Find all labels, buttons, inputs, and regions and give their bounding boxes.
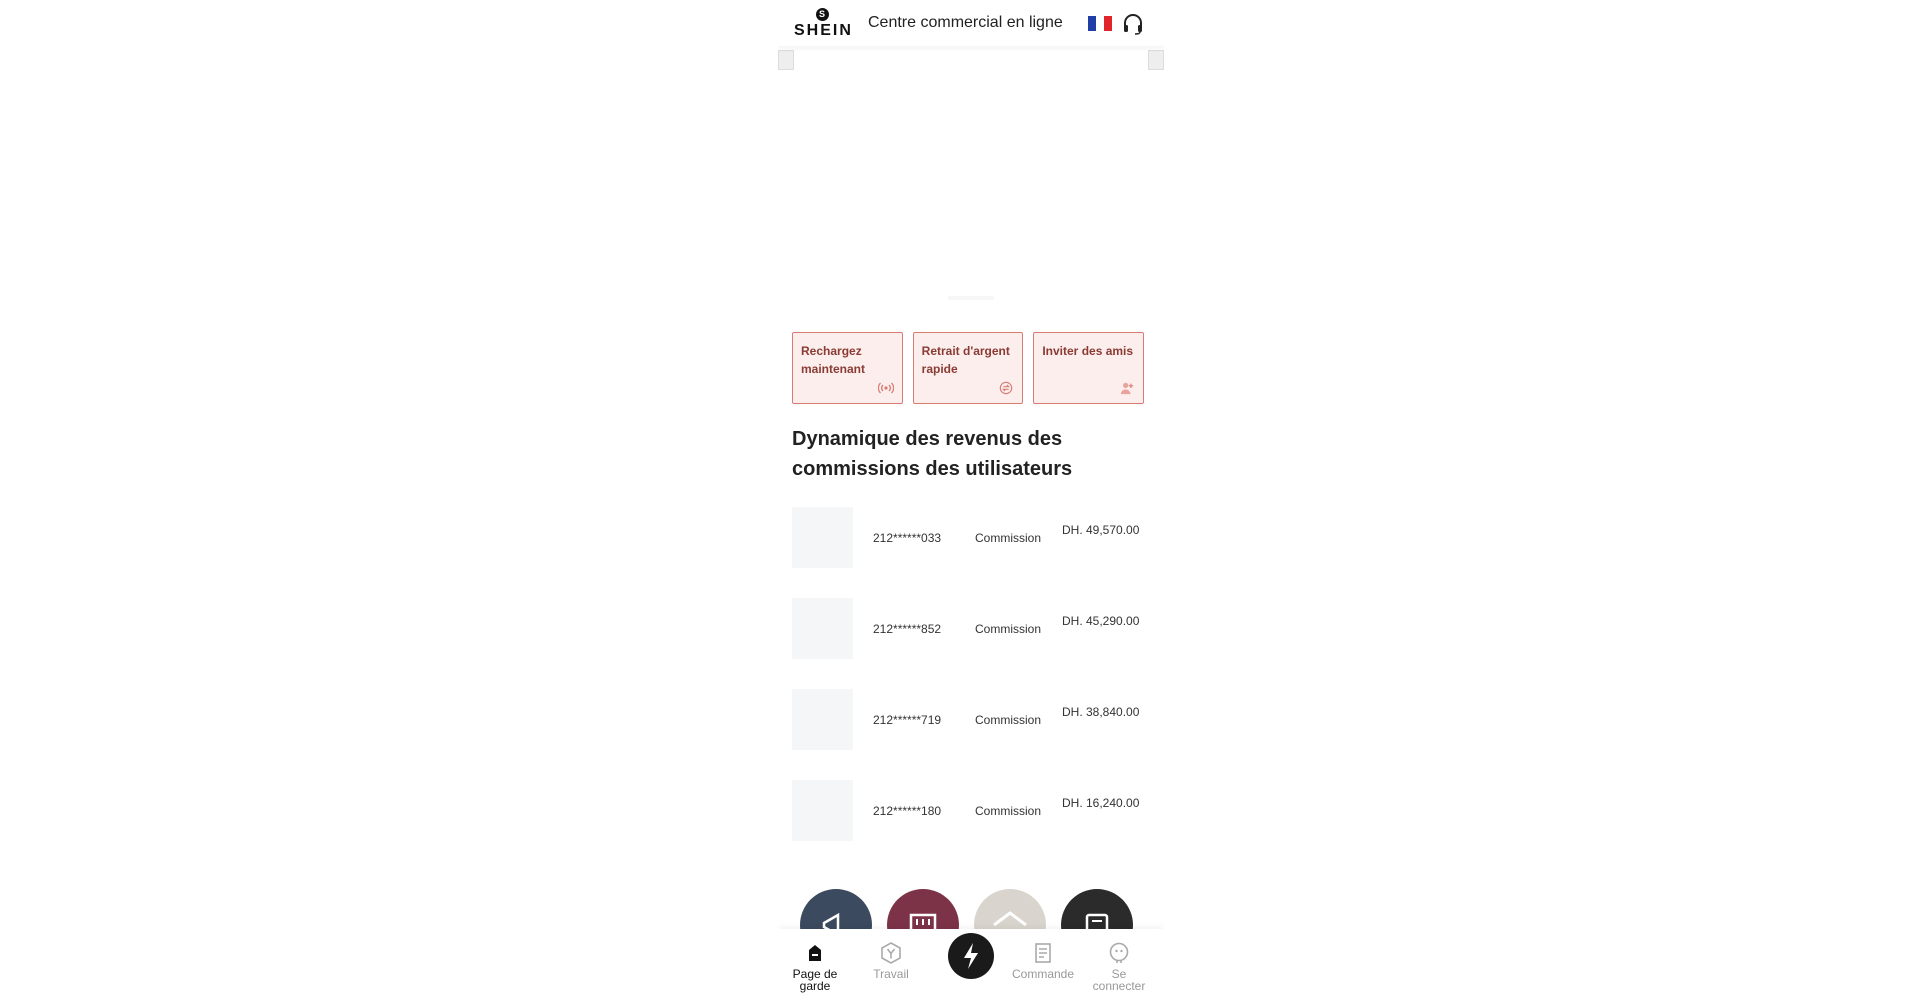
commission-section-title: Dynamique des revenus des commissions des utilisateurs: [792, 428, 1073, 480]
list-item: [792, 689, 1144, 750]
nav-orders-label: Commande: [1011, 967, 1075, 981]
list-item: [792, 780, 1144, 841]
commission-amount: DH. 16,240.00: [1062, 796, 1140, 810]
commission-type: Commission: [975, 531, 1042, 545]
recharge-label: Rechargez maintenant: [801, 344, 866, 376]
bottom-nav: [778, 929, 1164, 993]
carousel-indicator[interactable]: [948, 296, 994, 300]
commission-amount: DH. 49,570.00: [1062, 523, 1140, 537]
commission-amount: DH. 38,840.00: [1062, 705, 1140, 719]
commission-amount: DH. 45,290.00: [1062, 614, 1140, 628]
withdraw-label: Retrait d'argent rapide: [921, 344, 1010, 376]
lightning-button[interactable]: [948, 933, 994, 979]
lightning-icon: [948, 933, 994, 979]
commission-type: Commission: [975, 622, 1042, 636]
nav-work-label: Travail: [873, 967, 909, 981]
nav-login-label: Se connecter: [1092, 967, 1146, 993]
user-phone: 212******719: [873, 713, 942, 727]
logo-text: SHEIN: [794, 22, 853, 39]
nav-home[interactable]: [782, 941, 848, 992]
list-item: [792, 507, 1144, 568]
withdraw-button[interactable]: [913, 332, 1024, 404]
order-icon: [1031, 941, 1055, 965]
avatar: [792, 507, 853, 568]
logo-badge: S: [816, 8, 829, 21]
nav-orders[interactable]: [1010, 941, 1076, 980]
avatar: [792, 598, 853, 659]
work-icon: [879, 941, 903, 965]
shortcut-row: [800, 889, 1142, 929]
recharge-button[interactable]: [792, 332, 903, 404]
commission-list: [792, 507, 1144, 871]
quick-actions: [792, 332, 1144, 404]
top-header: [778, 0, 1164, 46]
nav-login[interactable]: [1086, 941, 1152, 992]
banner-image-placeholder-icon: [778, 50, 794, 70]
list-item: [792, 598, 1144, 659]
mobile-app: [778, 0, 1164, 993]
commission-type: Commission: [975, 713, 1042, 727]
page-title: Centre commercial en ligne: [868, 14, 1063, 31]
invite-friends-button[interactable]: [1033, 332, 1144, 404]
user-phone: 212******852: [873, 622, 942, 636]
avatar: [792, 689, 853, 750]
user-icon: [1107, 941, 1131, 965]
commission-type: Commission: [975, 804, 1042, 818]
add-user-icon: [1119, 381, 1135, 395]
user-phone: 212******033: [873, 531, 942, 545]
exchange-icon: [998, 381, 1014, 395]
fr-flag-icon[interactable]: [1088, 16, 1112, 31]
banner-image-placeholder-icon: [1148, 50, 1164, 70]
nav-home-label: Page de garde: [792, 967, 838, 993]
avatar: [792, 780, 853, 841]
invite-label: Inviter des amis: [1042, 344, 1134, 358]
nav-work[interactable]: [858, 941, 924, 980]
user-phone: 212******180: [873, 804, 942, 818]
signal-icon: [878, 381, 894, 395]
headset-icon[interactable]: [1121, 12, 1145, 36]
banner-carousel[interactable]: [778, 48, 1164, 298]
home-icon: [803, 941, 827, 965]
shein-logo[interactable]: [794, 8, 853, 40]
